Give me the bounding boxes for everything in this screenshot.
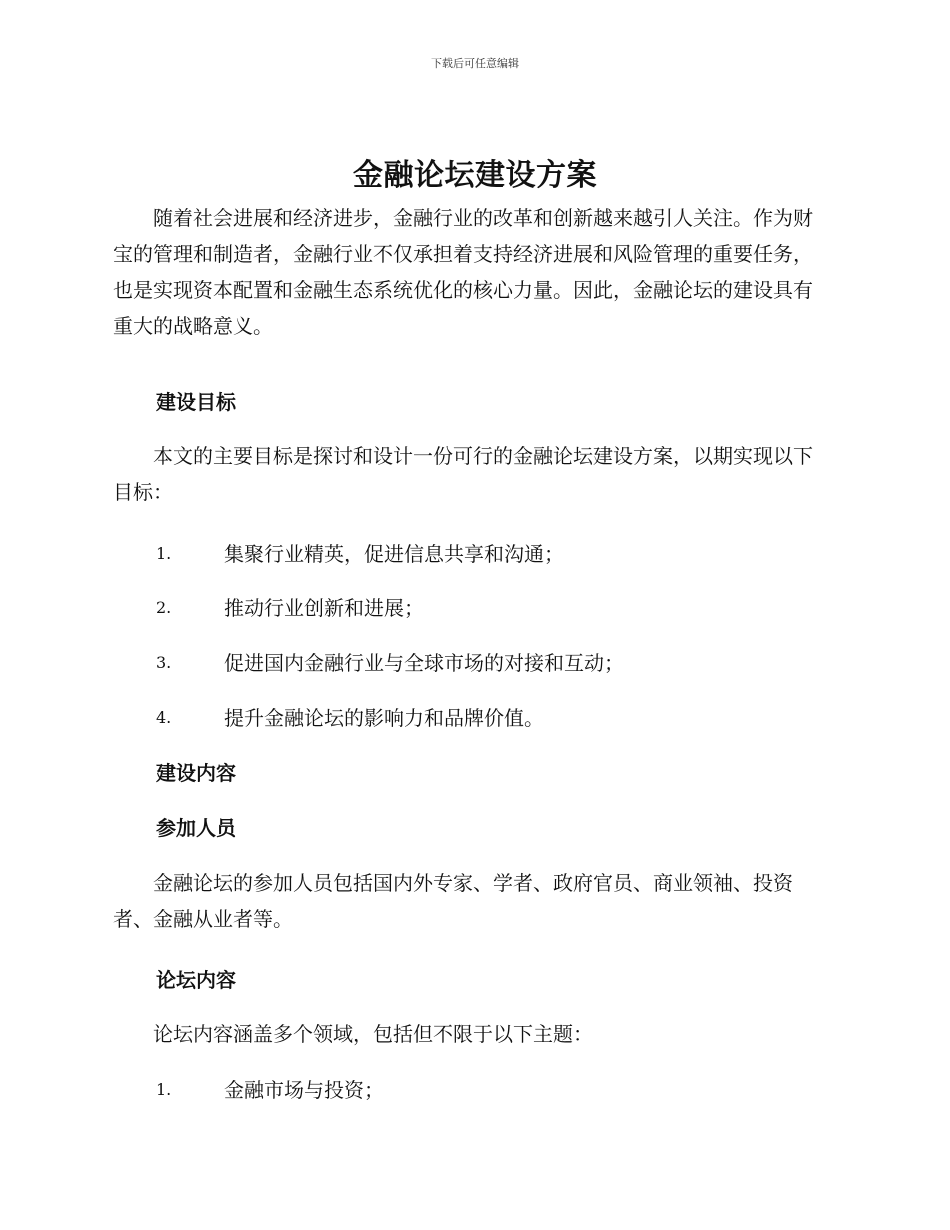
list-item [0, 648, 950, 678]
goals-heading: 建设目标 [156, 390, 236, 414]
list-item [0, 703, 950, 733]
list-number: 1. [156, 544, 172, 563]
forum-heading: 论坛内容 [156, 968, 236, 992]
participants-heading: 参加人员 [156, 816, 236, 840]
list-number: 3. [156, 653, 172, 672]
list-text: 金融市场与投资； [224, 1078, 384, 1102]
list-text: 推动行业创新和进展； [224, 596, 424, 620]
goals-intro-paragraph: 本文的主要目标是探讨和设计一份可行的金融论坛建设方案，以期实现以下目标： [113, 444, 813, 504]
participants-paragraph: 金融论坛的参加人员包括国内外专家、学者、政府官员、商业领袖、投资者、金融从业者等。 [113, 871, 793, 931]
list-text: 促进国内金融行业与全球市场的对接和互动； [224, 651, 624, 675]
list-item [0, 593, 950, 623]
header-note: 下载后可任意编辑 [431, 57, 519, 70]
list-number: 4. [156, 708, 172, 727]
list-number: 2. [156, 598, 172, 617]
list-text: 提升金融论坛的影响力和品牌价值。 [224, 706, 544, 730]
page-title: 金融论坛建设方案 [353, 158, 597, 193]
forum-intro-paragraph: 论坛内容涵盖多个领域，包括但不限于以下主题： [153, 1022, 593, 1046]
intro-paragraph: 随着社会进展和经济进步，金融行业的改革和创新越来越引人关注。作为财宝的管理和制造者，金融行业不仅承担着支持经济进展和风险管理的重要任务，也是实现资本配置和金融生态系统优化的核心力量。因此，金融论坛的建设具有重大的战略意义。 [113, 206, 813, 338]
list-text: 集聚行业精英，促进信息共享和沟通； [224, 542, 564, 566]
content-heading: 建设内容 [156, 761, 236, 785]
list-number: 1. [156, 1080, 172, 1099]
list-item [0, 1075, 950, 1105]
list-item [0, 539, 950, 569]
